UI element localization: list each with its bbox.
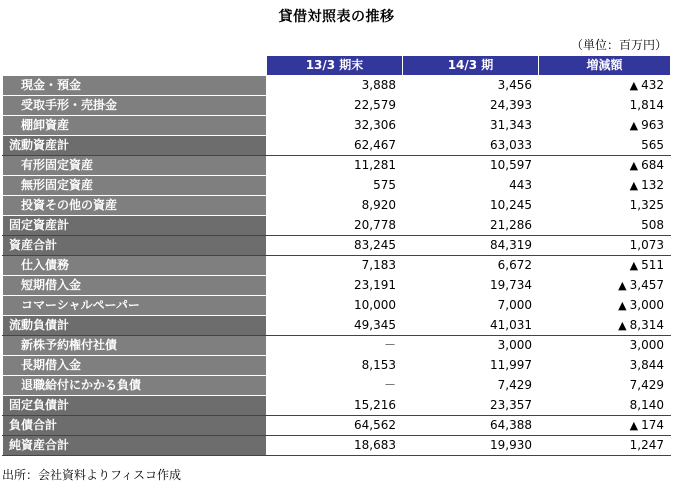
value-prev-period: 575 xyxy=(267,176,403,196)
change-amount: 684 xyxy=(641,158,664,172)
value-change xyxy=(539,336,671,356)
table-row xyxy=(3,416,671,436)
row-label: 長期借入金 xyxy=(3,356,267,376)
value-current-period: 443 xyxy=(403,176,539,196)
negative-triangle-icon: ▲ xyxy=(618,319,627,332)
negative-triangle-icon: ▲ xyxy=(629,419,639,432)
value-change xyxy=(539,256,671,276)
value-prev-period: 32,306 xyxy=(267,116,403,136)
table-row xyxy=(3,376,671,396)
row-label: 現金・預金 xyxy=(3,76,267,96)
row-label: 純資産合計 xyxy=(3,436,267,456)
value-current-period: 64,388 xyxy=(403,416,539,436)
change-amount: 8,314 xyxy=(629,318,664,332)
value-change xyxy=(539,196,671,216)
column-header-prev-period: 13/3 期末 xyxy=(267,56,403,76)
row-label: 新株予約権付社債 xyxy=(3,336,267,356)
table-row xyxy=(3,356,671,376)
value-change xyxy=(539,276,671,296)
value-current-period: 19,930 xyxy=(403,436,539,456)
change-amount: 963 xyxy=(641,118,664,132)
value-prev-period: 83,245 xyxy=(267,236,403,256)
table-title: 貸借対照表の推移 xyxy=(278,9,395,25)
row-label: 退職給付にかかる負債 xyxy=(3,376,267,396)
table-row xyxy=(3,336,671,356)
value-prev-period: 7,183 xyxy=(267,256,403,276)
unit-note: （単位：百万円） xyxy=(570,38,667,52)
table-row xyxy=(3,276,671,296)
row-label: 無形固定資産 xyxy=(3,176,267,196)
value-prev-period: － xyxy=(267,336,403,356)
value-current-period: 3,456 xyxy=(403,76,539,96)
table-row xyxy=(3,196,671,216)
value-change xyxy=(539,136,671,156)
value-prev-period: 8,153 xyxy=(267,356,403,376)
value-prev-period: － xyxy=(267,376,403,396)
value-current-period: 24,393 xyxy=(403,96,539,116)
negative-triangle-icon: ▲ xyxy=(618,279,627,292)
change-amount: 1,073 xyxy=(629,238,664,252)
row-label: 固定資産計 xyxy=(3,216,267,236)
change-amount: 3,000 xyxy=(629,338,664,352)
value-change xyxy=(539,116,671,136)
negative-triangle-icon: ▲ xyxy=(629,179,639,192)
change-amount: 1,325 xyxy=(629,198,664,212)
change-amount: 432 xyxy=(641,78,664,92)
change-amount: 174 xyxy=(641,418,664,432)
row-label: 投資その他の資産 xyxy=(3,196,267,216)
row-label: 流動負債計 xyxy=(3,316,267,336)
value-change xyxy=(539,316,671,336)
value-change xyxy=(539,96,671,116)
change-amount: 1,814 xyxy=(629,98,664,112)
row-label: コマーシャルペーパー xyxy=(3,296,267,316)
source-note: 出所：会社資料よりフィスコ作成 xyxy=(2,468,182,482)
value-current-period: 23,357 xyxy=(403,396,539,416)
change-amount: 132 xyxy=(641,178,664,192)
value-prev-period: 18,683 xyxy=(267,436,403,456)
value-change xyxy=(539,356,671,376)
table-row xyxy=(3,396,671,416)
change-amount: 508 xyxy=(641,218,664,232)
value-change xyxy=(539,376,671,396)
row-label: 棚卸資産 xyxy=(3,116,267,136)
value-current-period: 6,672 xyxy=(403,256,539,276)
row-label: 資産合計 xyxy=(3,236,267,256)
value-current-period: 41,031 xyxy=(403,316,539,336)
value-current-period: 84,319 xyxy=(403,236,539,256)
value-current-period: 21,286 xyxy=(403,216,539,236)
change-amount: 3,844 xyxy=(629,358,664,372)
negative-triangle-icon: ▲ xyxy=(629,259,639,272)
table-row xyxy=(3,236,671,256)
table-row xyxy=(3,176,671,196)
table-row xyxy=(3,136,671,156)
value-prev-period: 62,467 xyxy=(267,136,403,156)
row-label: 固定負債計 xyxy=(3,396,267,416)
value-change xyxy=(539,296,671,316)
column-header-blank xyxy=(3,56,267,76)
value-current-period: 31,343 xyxy=(403,116,539,136)
table-row xyxy=(3,216,671,236)
value-change xyxy=(539,176,671,196)
table-row xyxy=(3,296,671,316)
value-current-period: 3,000 xyxy=(403,336,539,356)
value-prev-period: 20,778 xyxy=(267,216,403,236)
table-row xyxy=(3,76,671,96)
change-amount: 3,000 xyxy=(629,298,664,312)
value-current-period: 11,997 xyxy=(403,356,539,376)
table-row xyxy=(3,116,671,136)
value-prev-period: 3,888 xyxy=(267,76,403,96)
row-label: 有形固定資産 xyxy=(3,156,267,176)
change-amount: 565 xyxy=(641,138,664,152)
value-change xyxy=(539,416,671,436)
value-change xyxy=(539,396,671,416)
change-amount: 8,140 xyxy=(629,398,664,412)
value-prev-period: 8,920 xyxy=(267,196,403,216)
value-prev-period: 11,281 xyxy=(267,156,403,176)
value-current-period: 10,245 xyxy=(403,196,539,216)
value-prev-period: 64,562 xyxy=(267,416,403,436)
change-amount: 511 xyxy=(641,258,664,272)
row-label: 受取手形・売掛金 xyxy=(3,96,267,116)
table-row xyxy=(3,316,671,336)
column-header-change: 増減額 xyxy=(539,56,671,76)
value-prev-period: 49,345 xyxy=(267,316,403,336)
value-change xyxy=(539,216,671,236)
change-amount: 3,457 xyxy=(629,278,664,292)
row-label: 短期借入金 xyxy=(3,276,267,296)
value-prev-period: 15,216 xyxy=(267,396,403,416)
value-current-period: 10,597 xyxy=(403,156,539,176)
value-current-period: 19,734 xyxy=(403,276,539,296)
change-amount: 1,247 xyxy=(629,438,664,452)
table-row xyxy=(3,96,671,116)
table-row xyxy=(3,156,671,176)
table-row xyxy=(3,256,671,276)
value-prev-period: 10,000 xyxy=(267,296,403,316)
balance-sheet-table xyxy=(2,55,671,456)
value-change xyxy=(539,436,671,456)
value-prev-period: 22,579 xyxy=(267,96,403,116)
negative-triangle-icon: ▲ xyxy=(618,299,627,312)
row-label: 負債合計 xyxy=(3,416,267,436)
value-current-period: 7,000 xyxy=(403,296,539,316)
value-current-period: 63,033 xyxy=(403,136,539,156)
negative-triangle-icon: ▲ xyxy=(629,79,639,92)
value-prev-period: 23,191 xyxy=(267,276,403,296)
negative-triangle-icon: ▲ xyxy=(629,159,639,172)
change-amount: 7,429 xyxy=(629,378,664,392)
table-header-row xyxy=(3,56,671,76)
value-change xyxy=(539,156,671,176)
column-header-current-period: 14/3 期 xyxy=(403,56,539,76)
value-change xyxy=(539,236,671,256)
row-label: 流動資産計 xyxy=(3,136,267,156)
row-label: 仕入債務 xyxy=(3,256,267,276)
negative-triangle-icon: ▲ xyxy=(629,119,639,132)
table-row xyxy=(3,436,671,456)
value-current-period: 7,429 xyxy=(403,376,539,396)
value-change xyxy=(539,76,671,96)
